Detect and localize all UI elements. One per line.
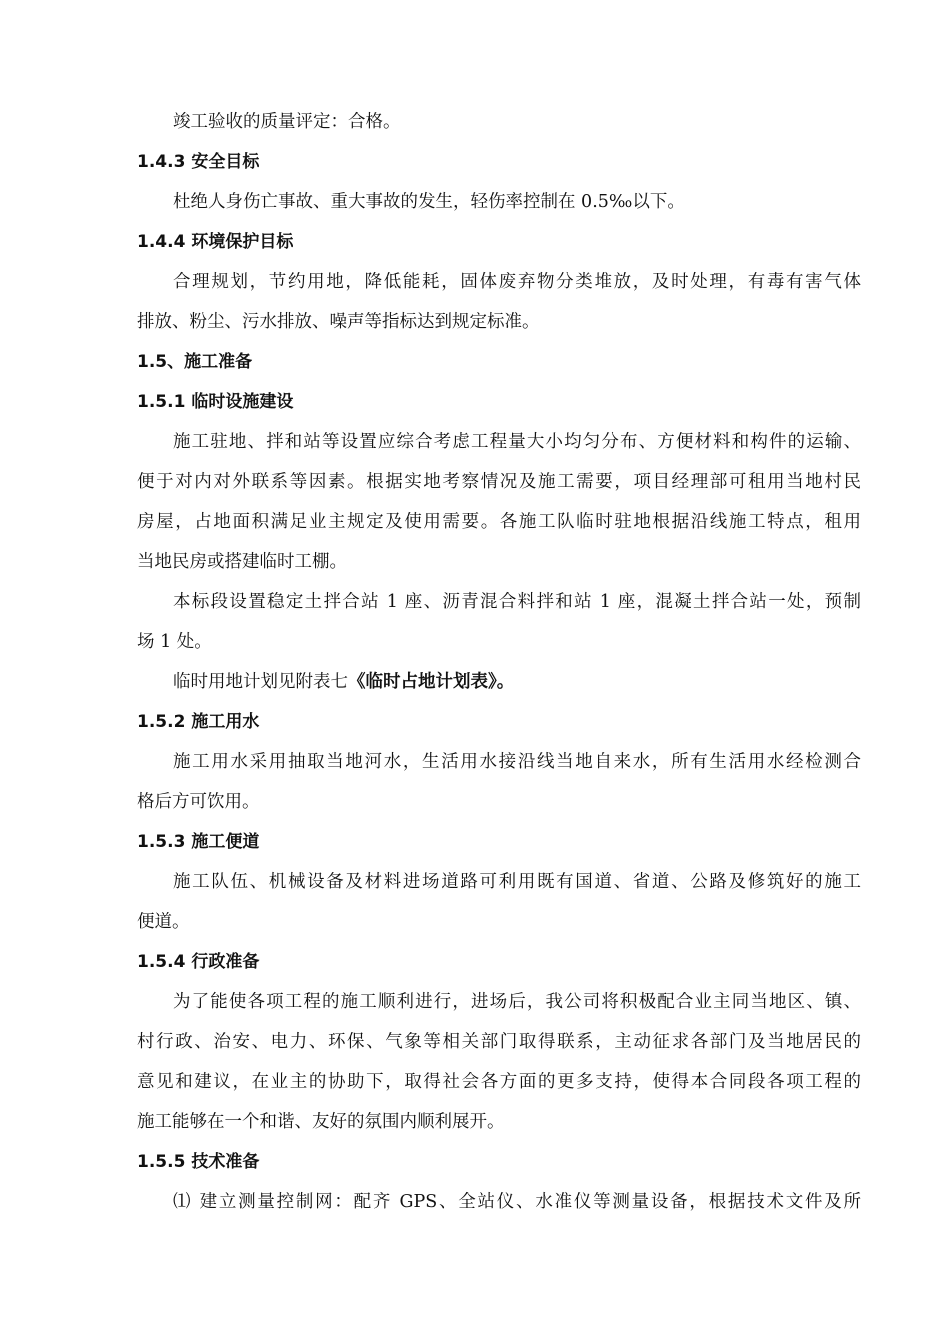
section-heading-1-5-5: 1.5.5 技术准备	[137, 1152, 260, 1172]
reference-prefix: 临时用地计划见附表七	[173, 672, 348, 692]
paragraph-line: 排放、粉尘、污水排放、噪声等指标达到规定标准。	[137, 312, 540, 332]
paragraph-line: 意见和建议，在业主的协助下，取得社会各方面的更多支持，使得本合同段各项工程的	[137, 1072, 861, 1092]
paragraph-line: 施工驻地、拌和站等设置应综合考虑工程量大小均匀分布、方便材料和构件的运输、	[173, 432, 861, 452]
paragraph-line: 为了能使各项工程的施工顺利进行，进场后，我公司将积极配合业主同当地区、镇、	[173, 992, 861, 1012]
paragraph-line: 便道。	[137, 912, 190, 932]
paragraph-line: 场 1 处。	[137, 632, 212, 652]
paragraph-line: 合理规划，节约用地，降低能耗，固体废弃物分类堆放，及时处理，有毒有害气体	[173, 272, 861, 292]
paragraph-line: 房屋，占地面积满足业主规定及使用需要。各施工队临时驻地根据沿线施工特点，租用	[137, 512, 861, 532]
section-heading-1-5: 1.5、施工准备	[137, 352, 253, 372]
paragraph-line: 施工用水采用抽取当地河水，生活用水接沿线当地自来水，所有生活用水经检测合	[173, 752, 861, 772]
paragraph-line: 当地民房或搭建临时工棚。	[137, 552, 347, 572]
paragraph-line: 杜绝人身伤亡事故、重大事故的发生，轻伤率控制在 0.5‰以下。	[173, 192, 685, 212]
paragraph-line: 便于对内对外联系等因素。根据实地考察情况及施工需要，项目经理部可租用当地村民	[137, 472, 861, 492]
section-heading-1-5-1: 1.5.1 临时设施建设	[137, 392, 294, 412]
section-heading-1-5-4: 1.5.4 行政准备	[137, 952, 260, 972]
paragraph-line: 本标段设置稳定土拌合站 1 座、沥青混合料拌和站 1 座，混凝土拌合站一处，预制	[173, 592, 861, 612]
paragraph-line: 村行政、治安、电力、环保、气象等相关部门取得联系，主动征求各部门及当地居民的	[137, 1032, 861, 1052]
paragraph-line: ⑴ 建立测量控制网：配齐 GPS、全站仪、水准仪等测量设备，根据技术文件及所	[173, 1192, 861, 1212]
table-reference-title: 《临时占地计划表》。	[348, 672, 515, 692]
paragraph-line: 施工能够在一个和谐、友好的氛围内顺利展开。	[137, 1112, 505, 1132]
paragraph-line: 施工队伍、机械设备及材料进场道路可利用既有国道、省道、公路及修筑好的施工	[173, 872, 861, 892]
section-heading-1-5-2: 1.5.2 施工用水	[137, 712, 260, 732]
paragraph-line-table-reference	[173, 670, 514, 694]
paragraph-line: 竣工验收的质量评定：合格。	[173, 112, 401, 132]
section-heading-1-4-4: 1.4.4 环境保护目标	[137, 232, 294, 252]
section-heading-1-5-3: 1.5.3 施工便道	[137, 832, 260, 852]
paragraph-line: 格后方可饮用。	[137, 792, 260, 812]
section-heading-1-4-3: 1.4.3 安全目标	[137, 152, 260, 172]
